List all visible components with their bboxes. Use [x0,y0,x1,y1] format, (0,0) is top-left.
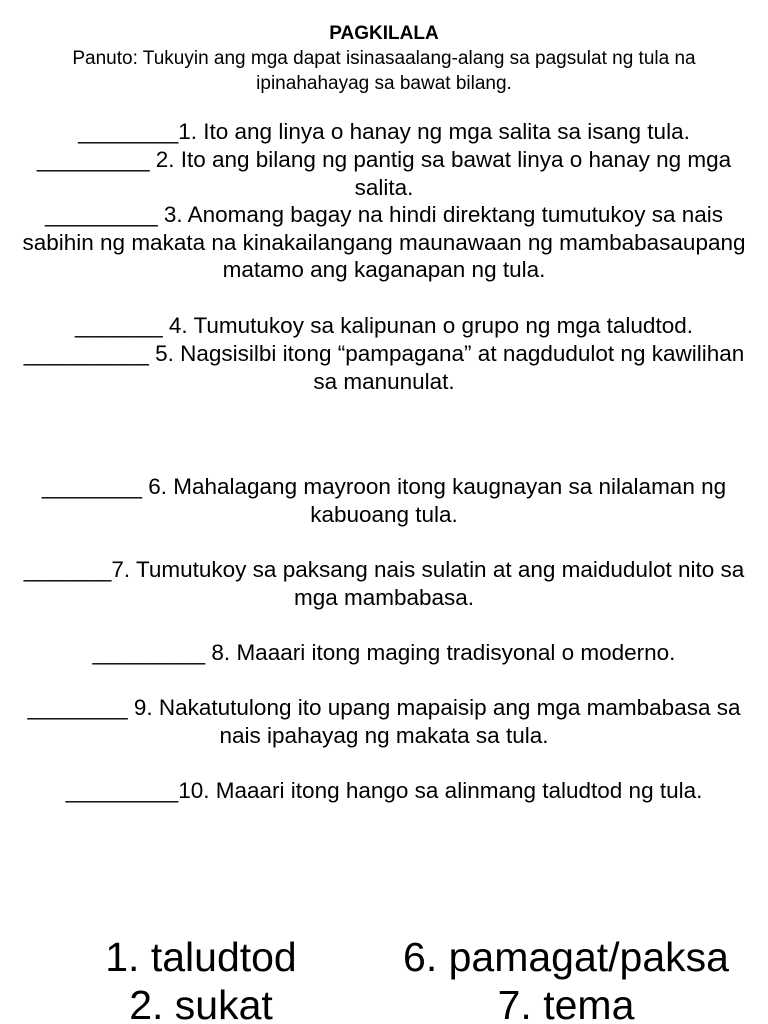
item-1 [12,118,756,146]
item-text: 7. Tumutukoy sa paksang nais sulatin at ang maidudulot nito sa mga mambabasa. [111,557,745,610]
item-text: 8. Maaari itong maging tradisyonal o moderno. [211,640,676,665]
item-text: 5. Nagsisilbi itong “pampagana” at nagdudulot ng kawilihan sa manunulat. [155,341,745,394]
answer-blank: _________ [45,202,164,227]
item-6 [12,473,756,528]
answer-blank: _________ [65,778,179,803]
answer-choice: 7. tema [497,982,635,1024]
answer-choice: 1. taludtod [105,934,297,980]
item-text: 1. Ito ang linya o hanay ng mga salita sa isang tula. [178,119,690,144]
instructions: Panuto: Tukuyin ang mga dapat isinasaalang-alang sa pagsulat ng tula na ipinahahayag sa bawat bilang. [72,48,696,94]
answer-choice: 6. pamagat/paksa [403,934,729,980]
worksheet-title: PAGKILALA [329,23,439,44]
item-text: 9. Nakatutulong ito upang mapaisip ang mga mambabasa sa nais ipahayag ng makata sa tula. [133,695,741,748]
item-text: 2. Ito ang bilang ng pantig sa bawat linya o hanay ng mga salita. [155,147,732,200]
answer-blank: __________ [23,341,156,366]
item-7 [12,556,756,611]
answer-blank: _________ [36,147,156,172]
item-9 [12,694,756,749]
item-3 [12,201,756,284]
answer-blank: ________ [78,119,179,144]
item-text: 10. Maaari itong hango sa alinmang taludtod ng tula. [178,778,703,803]
item-5 [12,340,756,395]
answer-blank: ________ [27,695,134,720]
item-4 [12,312,756,340]
item-10 [12,777,756,805]
item-text: 6. Mahalagang mayroon itong kaugnayan sa nilalaman ng kabuoang tula. [148,474,727,527]
answer-blank: _________ [92,640,212,665]
answer-choice: 2. sukat [129,982,273,1024]
item-8 [12,639,756,667]
answer-blank: _______ [75,313,169,338]
answer-blank: _______ [23,557,112,582]
answer-blank: ________ [41,474,149,499]
item-text: 3. Anomang bagay na hindi direktang tumutukoy sa nais sabihin ng makata na kinakailangang maunawaan ng mambabasaupang matamo ang kaganapan ng tula. [22,202,746,282]
item-text: 4. Tumutukoy sa kalipunan o grupo ng mga taludtod. [168,313,693,338]
item-2 [12,146,756,201]
